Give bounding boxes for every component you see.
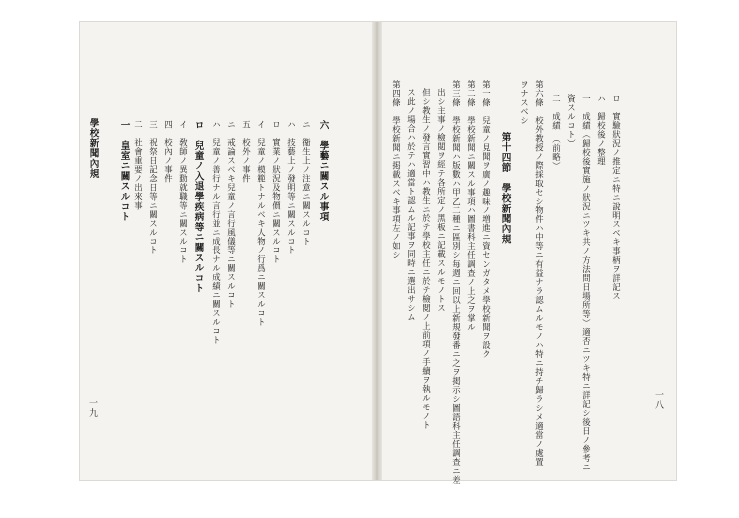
right-page-number: 一八 xyxy=(653,390,663,410)
left-line-8: ニ 戒論スベキ兒童ノ言行風儀等ニ關スルコト xyxy=(226,120,237,309)
right-line-2: ハ 歸校後ノ整理 xyxy=(596,94,607,166)
right-line-11: 第三條 學校新聞ハ版數ハ甲乙二種ニ區別シ每週ニ回以上新規發番ニ之ヲ掲示シ圖語科主任調查ニ差 xyxy=(451,80,462,485)
right-line-5: 二 成績 （前略） xyxy=(551,94,562,171)
left-line-14: 六 學藝ニ關スル事項 xyxy=(317,120,329,222)
right-page xyxy=(380,22,676,485)
right-line-1: ロ 實驗狀況ノ推定ニ特ニ說明スベキ事柄ヲ詳記ス xyxy=(611,94,622,301)
running-title: 學校新聞內規 xyxy=(87,118,99,179)
left-line-4: 四 校內ノ事件 xyxy=(163,120,174,183)
left-page-number: 一九 xyxy=(87,398,97,418)
right-line-12: 出シ主事ノ檢閲ヲ經テ各所定ノ黑板ニ記載スルモノトス xyxy=(436,88,447,313)
left-line-1: 一 皇室ニ關スルコト xyxy=(118,120,130,222)
right-line-10: 第二條 學校新聞ニ關スル事項ハ圖書科主任調查ノ上之ヲ掌ル xyxy=(466,80,477,332)
left-line-5: イ 敎師ノ異動就職等ニ關スルコト xyxy=(178,120,189,264)
scanned-book-spread xyxy=(80,22,676,485)
right-line-3: 一 成績（歸校後實施ノ狀況ニツキ共ノ方法問日場所等）適否ニツキ特ニ詳記シ後日ノ參考ニ xyxy=(581,94,592,472)
left-line-12: ハ 技藝上ノ發明等ニ關スルコト xyxy=(286,120,297,255)
right-line-9: 第一條 兒童ノ見聞ヲ廣ノ趣味ノ増進ニ資センガタメ學校新聞ヲ設ク xyxy=(481,80,492,359)
right-line-13: 但シ教生ノ發言實習中ハ教生ニ於テ學校主任ニ於テ檢閲ノ上前項ノ手續ヲ執ルモノト xyxy=(421,88,432,430)
right-line-8: 第十四節 學校新聞內規 xyxy=(499,132,511,245)
right-line-6: 第六條 校外教授ノ際採取セシ物件ハ中等ニ有益ナラ認ムルモノハ特ニ持チ歸ラシメ適當ノ處置 xyxy=(534,80,545,467)
left-line-9: 五 校外ノ事件 xyxy=(241,120,252,183)
left-page xyxy=(80,22,376,480)
left-line-10: イ 兒童ノ模範トナルベキ人物ノ行爲ニ關スルコト xyxy=(256,120,267,327)
right-line-4: 資スルコト） xyxy=(566,94,577,148)
right-line-14: ス此ノ場合ハ於テハ適當ト認ムル記事ヲ同時ニ選出サシム xyxy=(406,88,417,322)
left-line-7: ハ 兒童ノ善行ナル言行並ニ成長ナル成績ニ關スルコト xyxy=(211,120,222,345)
left-line-2: 二 社會重要ノ出來事 xyxy=(133,120,144,210)
right-line-7: ヲナスベシ xyxy=(519,80,530,125)
right-line-15: 第四條 學校新聞ニ掲載スベキ事項左ノ如シ xyxy=(391,80,402,260)
left-line-11: ロ 實業ノ狀況及物價ニ關スルコト xyxy=(271,120,282,264)
left-line-13: ニ 衞生上ノ注意ニ關スルコト xyxy=(301,120,312,246)
left-line-3: 三 祝祭日記念日等ニ關スルコト xyxy=(148,120,159,255)
left-line-6: ロ 兒童ノ入退學疾病等ニ關スルコト xyxy=(192,120,204,294)
